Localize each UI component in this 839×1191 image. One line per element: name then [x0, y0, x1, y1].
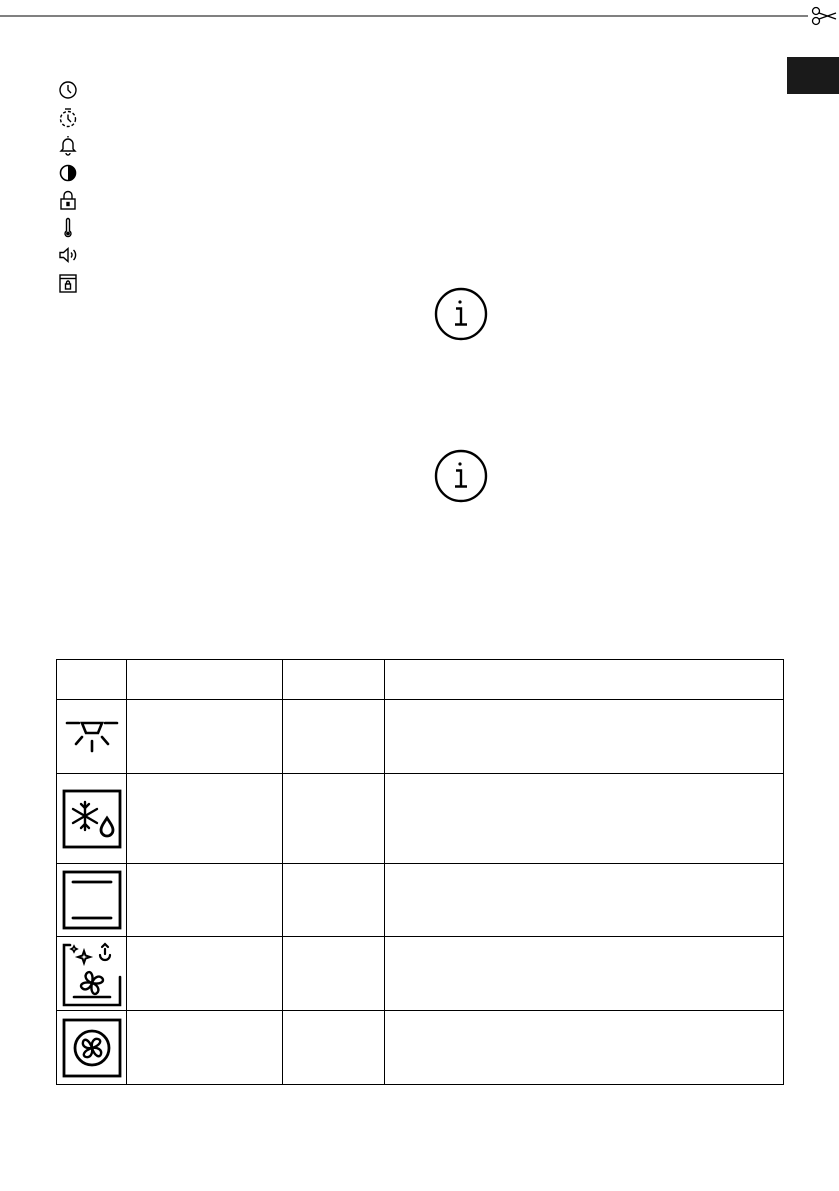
table-cell	[283, 1011, 385, 1085]
table-cell	[127, 937, 283, 1011]
lamp-icon	[57, 709, 126, 765]
table-cell	[385, 864, 784, 937]
info-icon	[433, 448, 489, 504]
table-row	[57, 700, 784, 774]
table-cell	[283, 864, 385, 937]
table-cell	[385, 937, 784, 1011]
thermometer-icon	[56, 216, 80, 240]
display-indicator-list	[56, 78, 82, 298]
scissors-icon	[813, 8, 837, 25]
cut-line	[0, 0, 839, 30]
table-row	[57, 774, 784, 864]
oven-functions-table	[56, 659, 784, 1085]
table-header-row	[57, 660, 784, 700]
table-cell	[57, 700, 127, 774]
table-cell	[385, 1011, 784, 1085]
table-cell	[283, 774, 385, 864]
oven-lock-icon	[56, 271, 80, 295]
timer-icon	[56, 106, 80, 130]
table-cell	[385, 774, 784, 864]
half-circle-icon	[56, 161, 80, 185]
speaker-icon	[56, 243, 80, 267]
table-cell	[283, 937, 385, 1011]
table-cell	[57, 937, 127, 1011]
table-cell	[127, 700, 283, 774]
info-icon	[433, 286, 489, 342]
table-cell	[57, 1011, 127, 1085]
table-row	[57, 864, 784, 937]
clock-icon	[56, 78, 80, 102]
table-cell	[385, 700, 784, 774]
table-cell	[127, 864, 283, 937]
table-header-cell	[283, 660, 385, 700]
table-row	[57, 1011, 784, 1085]
table-cell	[127, 1011, 283, 1085]
language-tab	[787, 57, 839, 94]
fan-icon	[57, 1017, 126, 1079]
table-header-cell	[127, 660, 283, 700]
bell-icon	[56, 133, 80, 157]
steam-fan-icon	[57, 941, 126, 1007]
table-cell	[127, 774, 283, 864]
table-header-cell	[385, 660, 784, 700]
table-cell	[283, 700, 385, 774]
table-header-cell	[57, 660, 127, 700]
lock-icon	[56, 188, 80, 212]
table-cell	[57, 774, 127, 864]
top-bottom-heat-icon	[57, 869, 126, 931]
table-row	[57, 937, 784, 1011]
table-cell	[57, 864, 127, 937]
defrost-icon	[57, 788, 126, 850]
